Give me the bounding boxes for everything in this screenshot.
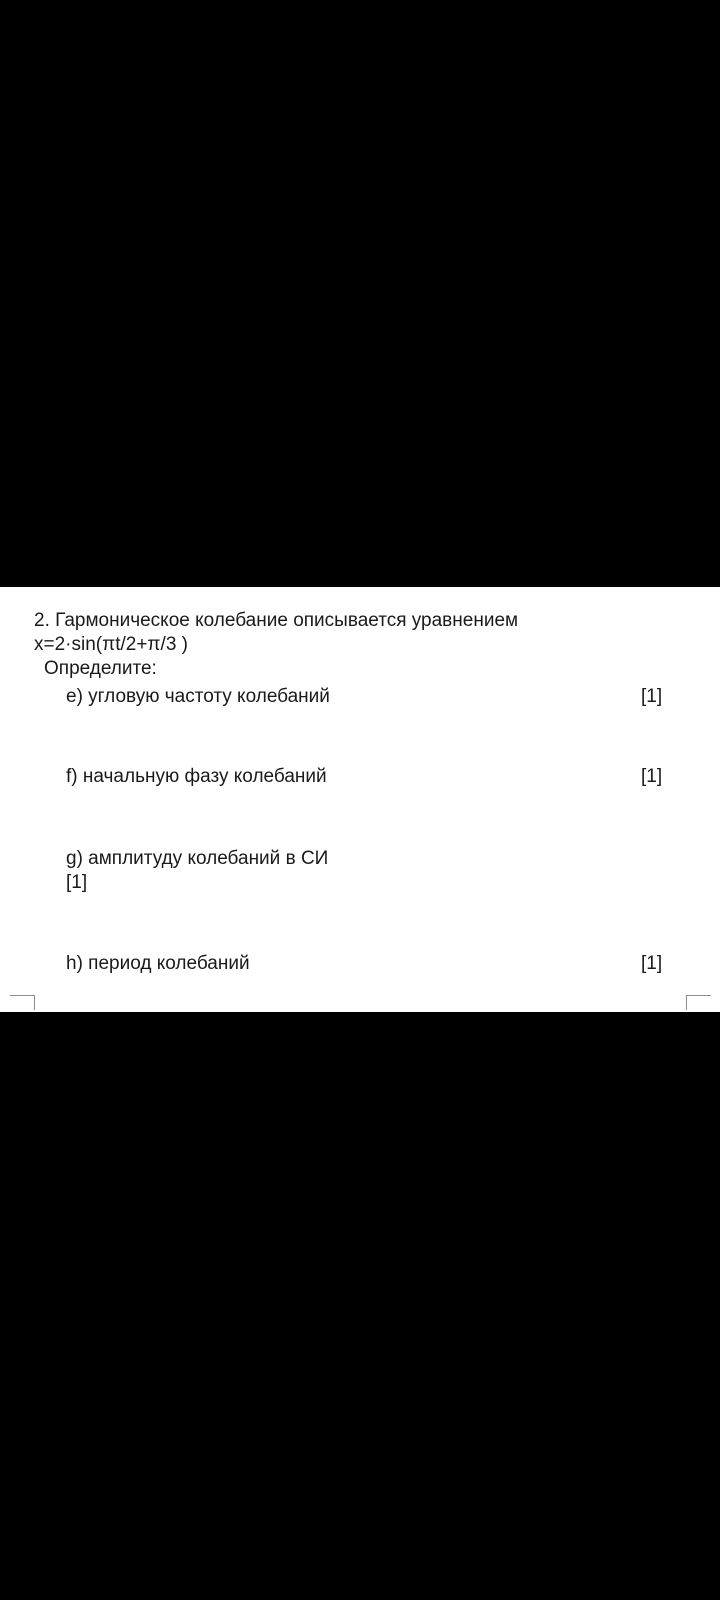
page-corner-mark-left (10, 995, 35, 1010)
item-f-label: f) начальную фазу колебаний (66, 766, 327, 787)
item-h-mark: [1] (641, 953, 663, 974)
equation: x=2·sin(πt/2+π/3 ) (34, 634, 188, 655)
item-e-mark: [1] (641, 686, 663, 707)
prompt-text: Определите: (44, 658, 157, 679)
document-page (0, 587, 720, 1012)
item-h-label: h) период колебаний (66, 953, 250, 974)
page-corner-mark-right (686, 995, 711, 1010)
item-g-mark: [1] (66, 872, 88, 893)
item-g-label: g) амплитуду колебаний в СИ (66, 848, 329, 869)
question-title: 2. Гармоническое колебание описывается уравнением (34, 610, 519, 631)
item-f-mark: [1] (641, 766, 663, 787)
item-e-label: e) угловую частоту колебаний (66, 686, 330, 707)
